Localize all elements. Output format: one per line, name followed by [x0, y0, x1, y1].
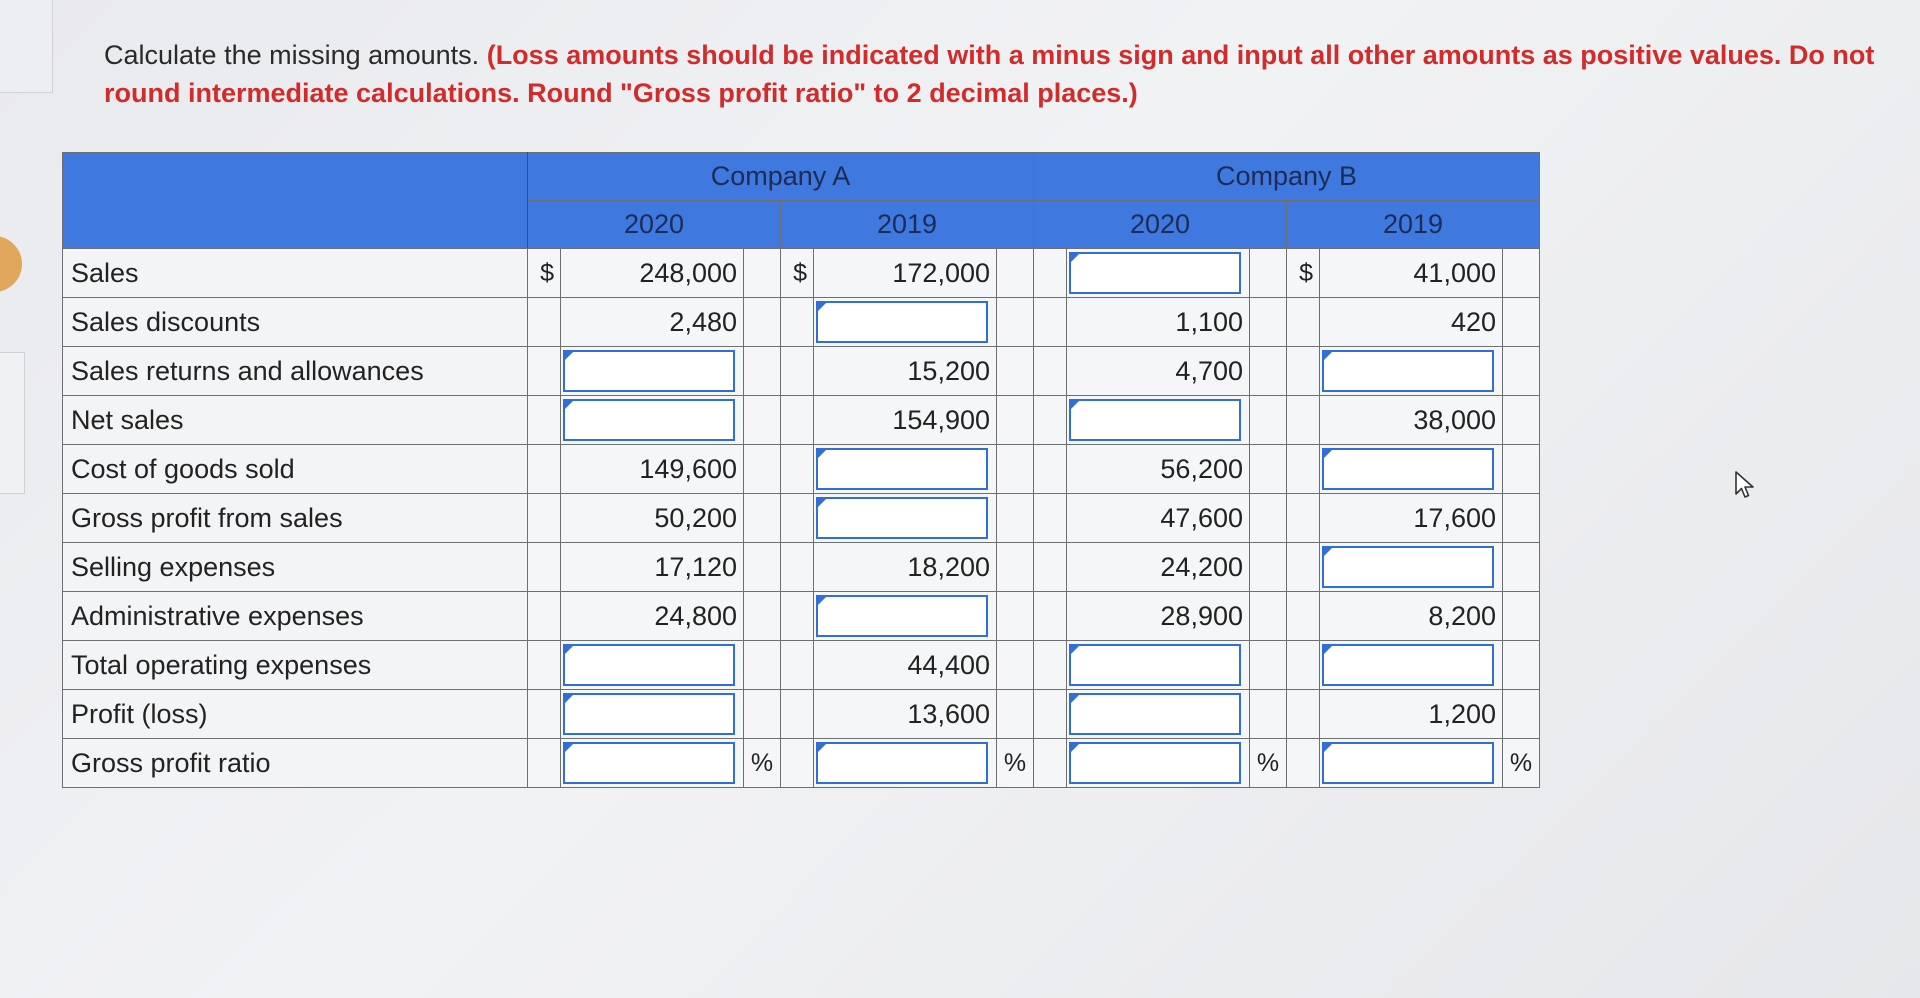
amount-input[interactable]: [1322, 448, 1494, 490]
suffix-cell: [1250, 543, 1287, 592]
suffix-cell: [744, 543, 781, 592]
amount-input[interactable]: [816, 595, 988, 637]
suffix-cell: [1250, 690, 1287, 739]
value-cell: 44,400: [814, 641, 997, 690]
amount-input[interactable]: [816, 742, 988, 784]
prefix-cell: [1287, 739, 1320, 788]
value-cell: 50,200: [561, 494, 744, 543]
value-cell: 15,200: [814, 347, 997, 396]
suffix-cell: [744, 690, 781, 739]
percent-symbol: %: [997, 739, 1034, 788]
value-cell: 24,800: [561, 592, 744, 641]
prefix-cell: [1287, 690, 1320, 739]
value-cell: 24,200: [1067, 543, 1250, 592]
amount-input[interactable]: [816, 301, 988, 343]
value-cell: 28,900: [1067, 592, 1250, 641]
suffix-cell: [1250, 641, 1287, 690]
suffix-cell: [1250, 494, 1287, 543]
header-year-a-2019: 2019: [781, 201, 1034, 249]
value-cell: 420: [1320, 298, 1503, 347]
prefix-cell: [781, 396, 814, 445]
row-label: Sales: [63, 249, 528, 298]
suffix-cell: [1503, 396, 1540, 445]
value-cell: [814, 445, 997, 494]
prefix-cell: [528, 298, 561, 347]
value-cell: [1067, 396, 1250, 445]
suffix-cell: [1503, 690, 1540, 739]
prefix-cell: [1287, 592, 1320, 641]
table-row: [63, 298, 1540, 347]
row-label: Sales discounts: [63, 298, 528, 347]
value-cell: [561, 690, 744, 739]
prefix-cell: [1287, 641, 1320, 690]
header-year-b-2020: 2020: [1034, 201, 1287, 249]
value-cell: [1320, 739, 1503, 788]
instructions-intro: Calculate the missing amounts.: [104, 40, 480, 70]
table-row: [63, 494, 1540, 543]
value-cell: [1320, 641, 1503, 690]
suffix-cell: [1503, 592, 1540, 641]
amount-input[interactable]: [816, 448, 988, 490]
suffix-cell: [744, 494, 781, 543]
prefix-cell: [1287, 347, 1320, 396]
prefix-cell: [781, 739, 814, 788]
value-cell: [561, 396, 744, 445]
amount-input[interactable]: [1069, 644, 1241, 686]
prefix-cell: [528, 739, 561, 788]
currency-symbol: $: [1287, 249, 1320, 298]
table-row: [63, 249, 1540, 298]
row-label: Sales returns and allowances: [63, 347, 528, 396]
value-cell: 248,000: [561, 249, 744, 298]
value-cell: [561, 739, 744, 788]
mouse-pointer-icon: [1733, 470, 1757, 500]
value-cell: 154,900: [814, 396, 997, 445]
amount-input[interactable]: [563, 350, 735, 392]
header-row-company: [63, 153, 1540, 201]
value-cell: [1320, 543, 1503, 592]
prefix-cell: [528, 690, 561, 739]
prefix-cell: [781, 543, 814, 592]
header-year-b-2019: 2019: [1287, 201, 1540, 249]
amount-input[interactable]: [1322, 350, 1494, 392]
row-label: Gross profit from sales: [63, 494, 528, 543]
value-cell: 13,600: [814, 690, 997, 739]
prefix-cell: [1034, 298, 1067, 347]
suffix-cell: [997, 396, 1034, 445]
row-label: Selling expenses: [63, 543, 528, 592]
value-cell: 2,480: [561, 298, 744, 347]
prefix-cell: [1034, 396, 1067, 445]
row-label: Total operating expenses: [63, 641, 528, 690]
value-cell: 8,200: [1320, 592, 1503, 641]
value-cell: 172,000: [814, 249, 997, 298]
suffix-cell: [997, 445, 1034, 494]
suffix-cell: [1503, 298, 1540, 347]
currency-symbol: $: [781, 249, 814, 298]
amount-input[interactable]: [563, 693, 735, 735]
value-cell: 38,000: [1320, 396, 1503, 445]
value-cell: [814, 494, 997, 543]
prefix-cell: [528, 592, 561, 641]
suffix-cell: [1250, 347, 1287, 396]
value-cell: 47,600: [1067, 494, 1250, 543]
value-cell: [1067, 249, 1250, 298]
suffix-cell: [1503, 641, 1540, 690]
table-row: [63, 592, 1540, 641]
suffix-cell: [997, 543, 1034, 592]
left-indicator-dot: [0, 236, 22, 292]
suffix-cell: [997, 641, 1034, 690]
prefix-cell: [1287, 445, 1320, 494]
left-panel-box: [0, 352, 25, 494]
amount-input[interactable]: [1069, 252, 1241, 294]
suffix-cell: [744, 396, 781, 445]
instructions-note: (Loss amounts should be indicated with a minus sign and input all other amounts as positive values. Do not round intermediate calculations. Round "Gross profit ratio" to 2 decimal places.): [104, 40, 1875, 108]
table-row: [63, 641, 1540, 690]
amount-input[interactable]: [563, 742, 735, 784]
suffix-cell: [1250, 298, 1287, 347]
row-label: Profit (loss): [63, 690, 528, 739]
suffix-cell: [744, 592, 781, 641]
table-row: [63, 396, 1540, 445]
value-cell: [814, 592, 997, 641]
value-cell: 17,120: [561, 543, 744, 592]
prefix-cell: [1034, 641, 1067, 690]
percent-symbol: %: [744, 739, 781, 788]
suffix-cell: [1503, 445, 1540, 494]
suffix-cell: [1503, 494, 1540, 543]
amount-input[interactable]: [563, 399, 735, 441]
percent-symbol: %: [1503, 739, 1540, 788]
prefix-cell: [1034, 592, 1067, 641]
amount-input[interactable]: [1069, 742, 1241, 784]
value-cell: [561, 641, 744, 690]
left-panel-edge: [0, 0, 53, 93]
worksheet-table: [62, 152, 1540, 788]
instructions: [104, 36, 1884, 112]
amount-input[interactable]: [1322, 742, 1494, 784]
value-cell: [1067, 641, 1250, 690]
suffix-cell: [1250, 592, 1287, 641]
row-label: Cost of goods sold: [63, 445, 528, 494]
prefix-cell: [781, 494, 814, 543]
value-cell: [1067, 739, 1250, 788]
suffix-cell: [1250, 249, 1287, 298]
suffix-cell: [744, 445, 781, 494]
prefix-cell: [528, 445, 561, 494]
amount-input[interactable]: [816, 497, 988, 539]
table-row: [63, 543, 1540, 592]
prefix-cell: [1034, 347, 1067, 396]
prefix-cell: [781, 298, 814, 347]
amount-input[interactable]: [1069, 399, 1241, 441]
prefix-cell: [1034, 739, 1067, 788]
suffix-cell: [1503, 347, 1540, 396]
worksheet: [62, 152, 1540, 788]
suffix-cell: [997, 592, 1034, 641]
table-row: [63, 690, 1540, 739]
value-cell: [1067, 690, 1250, 739]
suffix-cell: [744, 249, 781, 298]
value-cell: [814, 739, 997, 788]
currency-symbol: $: [528, 249, 561, 298]
prefix-cell: [1287, 494, 1320, 543]
prefix-cell: [528, 494, 561, 543]
header-blank: [63, 153, 528, 249]
table-row: [63, 347, 1540, 396]
value-cell: 18,200: [814, 543, 997, 592]
suffix-cell: [744, 347, 781, 396]
row-label: Administrative expenses: [63, 592, 528, 641]
value-cell: 17,600: [1320, 494, 1503, 543]
value-cell: [1320, 347, 1503, 396]
prefix-cell: [781, 641, 814, 690]
row-label: Net sales: [63, 396, 528, 445]
prefix-cell: [781, 347, 814, 396]
table-row: [63, 445, 1540, 494]
row-label: Gross profit ratio: [63, 739, 528, 788]
prefix-cell: [1034, 249, 1067, 298]
table-body: [63, 249, 1540, 788]
amount-input[interactable]: [1322, 546, 1494, 588]
suffix-cell: [1503, 249, 1540, 298]
prefix-cell: [528, 347, 561, 396]
percent-symbol: %: [1250, 739, 1287, 788]
amount-input[interactable]: [563, 644, 735, 686]
prefix-cell: [781, 445, 814, 494]
suffix-cell: [997, 690, 1034, 739]
prefix-cell: [1034, 445, 1067, 494]
amount-input[interactable]: [1322, 644, 1494, 686]
value-cell: [1320, 445, 1503, 494]
prefix-cell: [1287, 396, 1320, 445]
amount-input[interactable]: [1069, 693, 1241, 735]
value-cell: 1,200: [1320, 690, 1503, 739]
prefix-cell: [1034, 494, 1067, 543]
suffix-cell: [997, 494, 1034, 543]
prefix-cell: [781, 592, 814, 641]
suffix-cell: [1503, 543, 1540, 592]
suffix-cell: [997, 347, 1034, 396]
prefix-cell: [1034, 690, 1067, 739]
value-cell: 56,200: [1067, 445, 1250, 494]
prefix-cell: [528, 641, 561, 690]
prefix-cell: [1034, 543, 1067, 592]
value-cell: 41,000: [1320, 249, 1503, 298]
suffix-cell: [744, 298, 781, 347]
prefix-cell: [1287, 298, 1320, 347]
table-row: [63, 739, 1540, 788]
prefix-cell: [528, 543, 561, 592]
header-company-b: Company B: [1034, 153, 1540, 201]
prefix-cell: [528, 396, 561, 445]
prefix-cell: [781, 690, 814, 739]
value-cell: 149,600: [561, 445, 744, 494]
value-cell: [561, 347, 744, 396]
prefix-cell: [1287, 543, 1320, 592]
suffix-cell: [997, 249, 1034, 298]
suffix-cell: [1250, 396, 1287, 445]
value-cell: 1,100: [1067, 298, 1250, 347]
value-cell: 4,700: [1067, 347, 1250, 396]
suffix-cell: [997, 298, 1034, 347]
suffix-cell: [1250, 445, 1287, 494]
header-company-a: Company A: [528, 153, 1034, 201]
header-year-a-2020: 2020: [528, 201, 781, 249]
value-cell: [814, 298, 997, 347]
suffix-cell: [744, 641, 781, 690]
